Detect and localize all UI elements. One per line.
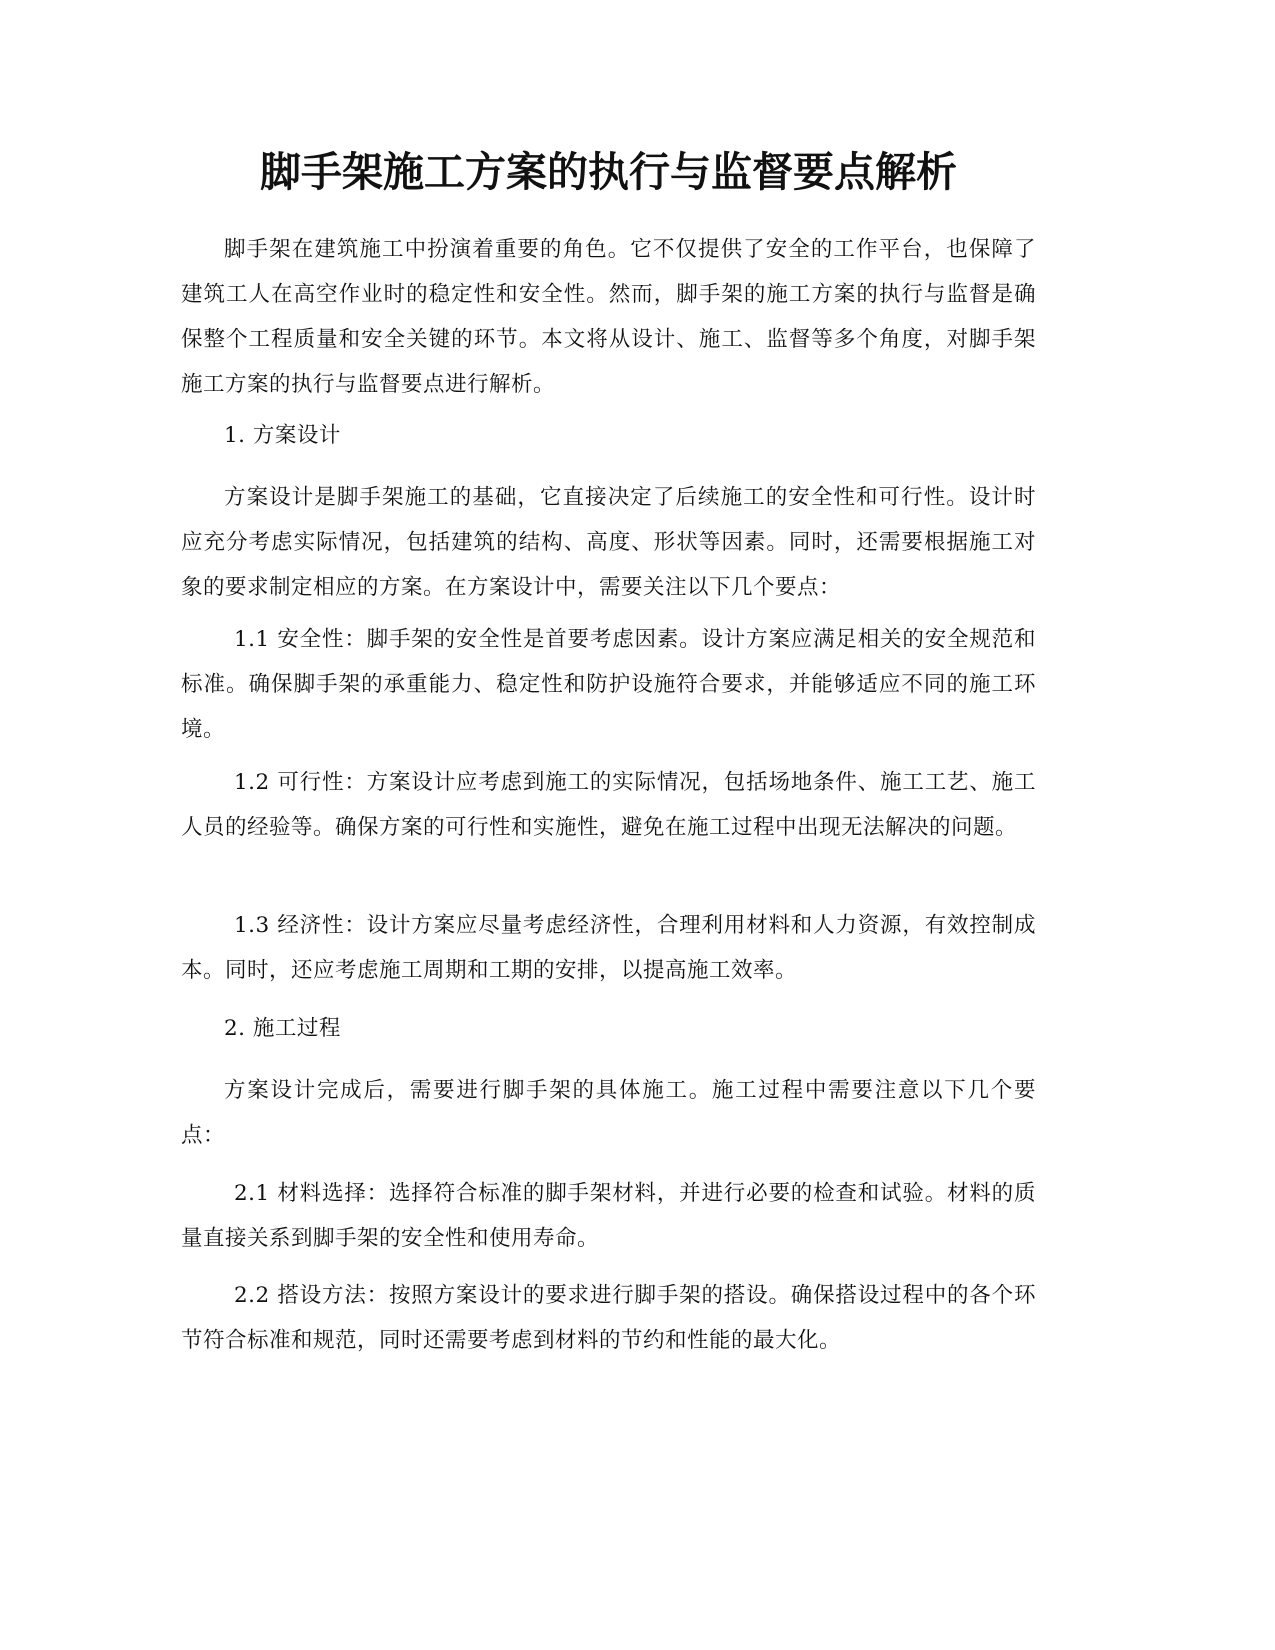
section-heading-1: 1. 方案设计 [224,423,341,448]
paragraph-feasibility: 1.2 可行性：方案设计应考虑到施工的实际情况，包括场地条件、施工工艺、施工人员的经验等。确保方案的可行性和实施性，避免在施工过程中出现无法解决的问题。 [181,770,1036,840]
paragraph-economy: 1.3 经济性：设计方案应尽量考虑经济性，合理利用材料和人力资源，有效控制成本。同时，还应考虑施工周期和工期的安排，以提高施工效率。 [181,913,1036,983]
paragraph-design: 方案设计是脚手架施工的基础，它直接决定了后续施工的安全性和可行性。设计时应充分考虑实际情况，包括建筑的结构、高度、形状等因素。同时，还需要根据施工对象的要求制定相应的方案。在方案设计中，需要关注以下几个要点： [181,485,1036,600]
paragraph-erection: 2.2 搭设方法：按照方案设计的要求进行脚手架的搭设。确保搭设过程中的各个环节符合标准和规范，同时还需要考虑到材料的节约和性能的最大化。 [181,1283,1036,1353]
paragraph-safety: 1.1 安全性：脚手架的安全性是首要考虑因素。设计方案应满足相关的安全规范和标准。确保脚手架的承重能力、稳定性和防护设施符合要求，并能够适应不同的施工环境。 [181,627,1036,742]
paragraph-construction: 方案设计完成后，需要进行脚手架的具体施工。施工过程中需要注意以下几个要点： [181,1078,1036,1148]
section-heading-2: 2. 施工过程 [224,1016,341,1041]
document-title: 脚手架施工方案的执行与监督要点解析 [260,148,957,196]
intro-paragraph: 脚手架在建筑施工中扮演着重要的角色。它不仅提供了安全的工作平台，也保障了建筑工人在高空作业时的稳定性和安全性。然而，脚手架的施工方案的执行与监督是确保整个工程质量和安全关键的环节。本文将从设计、施工、监督等多个角度，对脚手架施工方案的执行与监督要点进行解析。 [181,237,1036,397]
paragraph-materials: 2.1 材料选择：选择符合标准的脚手架材料，并进行必要的检查和试验。材料的质量直接关系到脚手架的安全性和使用寿命。 [181,1181,1036,1251]
